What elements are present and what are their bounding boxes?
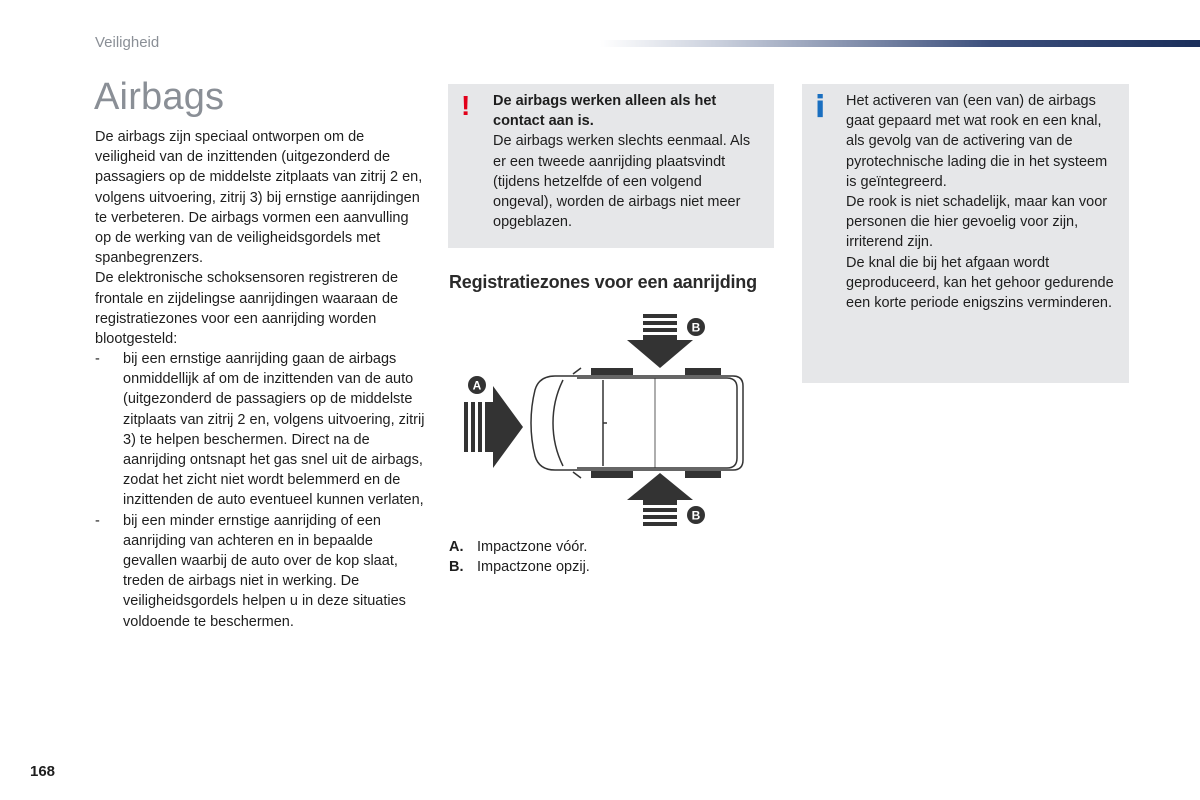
header-bar [600, 40, 1200, 47]
warning-body-text: De airbags werken slechts eenmaal. Als er een tweede aanrijding plaatsvindt (tijdens hetzelfde of een volgend ongeval), worden de airbags niet meer opgeblazen. [493, 133, 751, 231]
info-paragraph-3: De knal die bij het afgaan wordt geproduceerd, kan het gehoor gedurende een korte periode enigszins verminderen. [846, 254, 1114, 312]
list-item [95, 511, 430, 632]
page-number: 168 [30, 763, 56, 780]
list-bullet: - [95, 512, 100, 529]
info-paragraph-1: Het activeren van (een van) de airbags gaat gepaard met wat rook en een knal, als gevolg van de activering van de pyrotechnische lading die in het systeem is geïntegreerd. [846, 93, 1108, 190]
intro-paragraph-1: De airbags zijn speciaal ontworpen om de veiligheid van de inzittenden (uitgezonderd de passagiers op de middelste zitplaats van zitrij 2 en, volgens uitvoering, zitrij 3) bij ernstige aanrijdingen te verbeteren. De airbags vormen een aanvulling op de werking van de veiligheidsgordels met spanbegrenzers. [95, 129, 423, 267]
warning-text [493, 91, 763, 232]
section-title: Veiligheid [95, 34, 160, 51]
info-icon: i [815, 90, 826, 125]
label-b-top-icon [687, 318, 705, 336]
diagram-legend [449, 537, 590, 577]
list-item [95, 349, 430, 511]
section-subheading: Registratiezones voor een aanrijding [449, 272, 757, 292]
label-b-top: B [691, 320, 701, 335]
legend-item [449, 537, 590, 557]
legend-key: A. [449, 539, 464, 555]
legend-text: Impactzone opzij. [477, 559, 590, 575]
list-item-text: bij een minder ernstige aanrijding of een aanrijding van achteren en in bepaalde gevallen waarbij de auto over de kop slaat, treden de airbags niet in werking. De veiligheidsgordels helpen u in deze situaties voldoende te beschermen. [123, 512, 406, 630]
intro-paragraph-2: De elektronische schoksensoren registreren de frontale en zijdelingse aanrijdingen waaraan de registratiezones voor een aanrijding worden blootgesteld: [95, 270, 399, 348]
warning-bold-text: De airbags werken alleen als het contact aan is. [493, 93, 717, 130]
label-b-bottom-icon [687, 506, 705, 524]
page-title: Airbags [94, 76, 225, 118]
label-a: A [472, 378, 482, 393]
front-impact-arrow-icon [464, 386, 523, 468]
warning-icon: ! [461, 90, 471, 121]
info-text [846, 91, 1121, 313]
list-item-text: bij een ernstige aanrijding gaan de airbags onmiddellijk af om de inzittenden van de auto (uitgezonderd de passagiers op de middelste zitplaats van zitrij 2 en, volgens uitvoering, zitrij 3) te helpen beschermen. Direct na de aanrijding ontsnapt het gas snel uit de airbags, zodat het zicht niet wordt belemmerd en de inzittenden de auto eventueel kunnen verlaten, [123, 351, 425, 509]
info-paragraph-2: De rook is niet schadelijk, maar kan voor personen die hier gevoelig voor zijn, irriterend zijn. [846, 194, 1108, 251]
van-top-view-icon [531, 368, 743, 478]
intro-text [95, 127, 425, 349]
legend-key: B. [449, 559, 464, 575]
label-a-icon [468, 376, 486, 394]
legend-text: Impactzone vóór. [477, 539, 588, 555]
legend-item [449, 557, 590, 577]
impact-diagram-svg [455, 310, 755, 530]
airbag-list [95, 349, 430, 632]
top-impact-arrow-icon [627, 314, 693, 368]
label-b-bottom: B [691, 508, 701, 523]
impact-zones-diagram [455, 310, 755, 530]
list-bullet: - [95, 351, 100, 367]
bottom-impact-arrow-icon [627, 473, 693, 526]
